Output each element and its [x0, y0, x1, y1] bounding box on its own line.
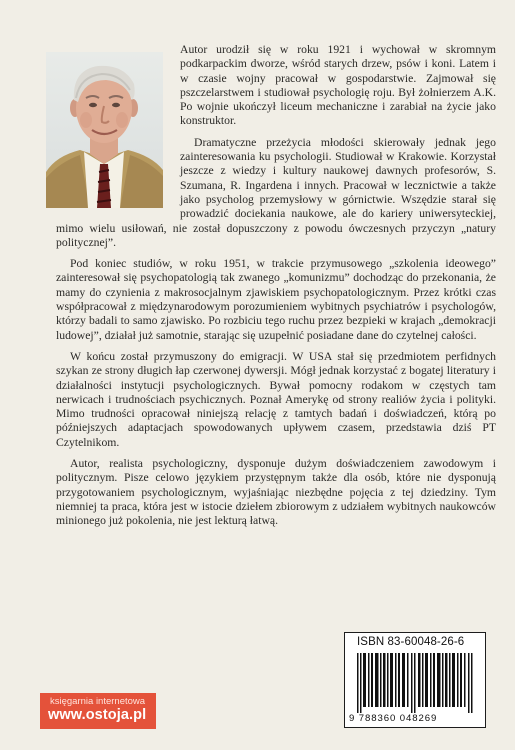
- isbn-label: ISBN 83-60048-26-6: [357, 636, 465, 648]
- author-biography: [56, 0, 496, 529]
- barcode-icon: [357, 653, 473, 713]
- bio-paragraph: Dramatyczne przeżycia młodości skierowały jednak jego zainteresowania ku psychologii. Studiował w Krakowie. Korzystał jeszcze z wiedzy i kultury naukowej dawnych profesorów, S. Szumana, R. Ingardena i innych. Pracował w lecznictwie a także jako psycholog przemysłowy w górnictwie. Wszędzie starał się prowadzić dociekania naukowe, ale do kariery uniwersyteckiej, mimo wielu usiłowań, nie został dopuszczony z powodu ówczesnych przyczyn „natury politycznej”.: [56, 135, 496, 249]
- bio-paragraph: Autor, realista psychologiczny, dysponuje dużym doświadczeniem zawodowym i politycznym. Pisze celowo językiem przystępnym także dla osób, które nie dysponują przygotowaniem psychologicznym, wyjaśniając niezbędne pojęcia z tej dziedziny. Tym niemniej ta praca, która jest w istocie dziełem zbiorowym z udziałem wybitnych naukowców minionego już pokolenia, nie jest lekturą łatwą.: [56, 457, 496, 528]
- barcode-digits: 9 788360 048269: [349, 713, 438, 724]
- bio-paragraph: Autor urodził się w roku 1921 i wychował w skromnym podkarpackim dworze, wśród starych drzew, psów i koni. Latem i w czasie wojny pracował w gospodarstwie. Zajmował się pszczelarstwem i studiował psychologię roju. Był żołnierzem A.K. Po wojnie ukończył liceum mechaniczne i zarabiał na życie jako konstruktor.: [180, 43, 496, 128]
- store-url-link[interactable]: www.ostoja.pl: [48, 707, 147, 723]
- store-tagline: księgarnia internetowa: [50, 696, 146, 707]
- bio-paragraph: W końcu został przymuszony do emigracji. W USA stał się przedmiotem perfidnych szykan ze strony długich łap czerwonej dywersji. Mógł jednak korzystać z bogatej literatury i działalności instytucji psychologicznych. Bywał pomocny rodakom w częstych tam nerwicach i trudnościach psychicznych. Poznał Amerykę od strony realiów życia i polityki. Mimo trudności opracował niniejszą relację z tamtych badań i doświadczeń, którą po późniejszych adaptacjach spowodowanych upływem czasem, przedstawia dziś PT Czytelnikom.: [56, 349, 496, 449]
- isbn-barcode-box: [344, 632, 486, 728]
- bio-paragraph: Pod koniec studiów, w roku 1951, w trakcie przymusowego „szkolenia ideowego” zainteresował się psychopatologią tak zwanego „komunizmu” dochodząc do przekonania, że mamy do czynienia z makrosocjalnym zjawiskiem psychopatologicznym. Przez krótki czas współpracował z międzynarodowym porozumieniem wybitnych psychiatrów i psychologów, którzy badali to samo zjawisko. Po rozbiciu tego ruchu przez bezpieki w krajach „demokracji ludowej”, działał już samotnie, starając się uzupełnić posiadane dane do czytelnej całości.: [56, 257, 496, 342]
- store-badge[interactable]: [40, 693, 156, 729]
